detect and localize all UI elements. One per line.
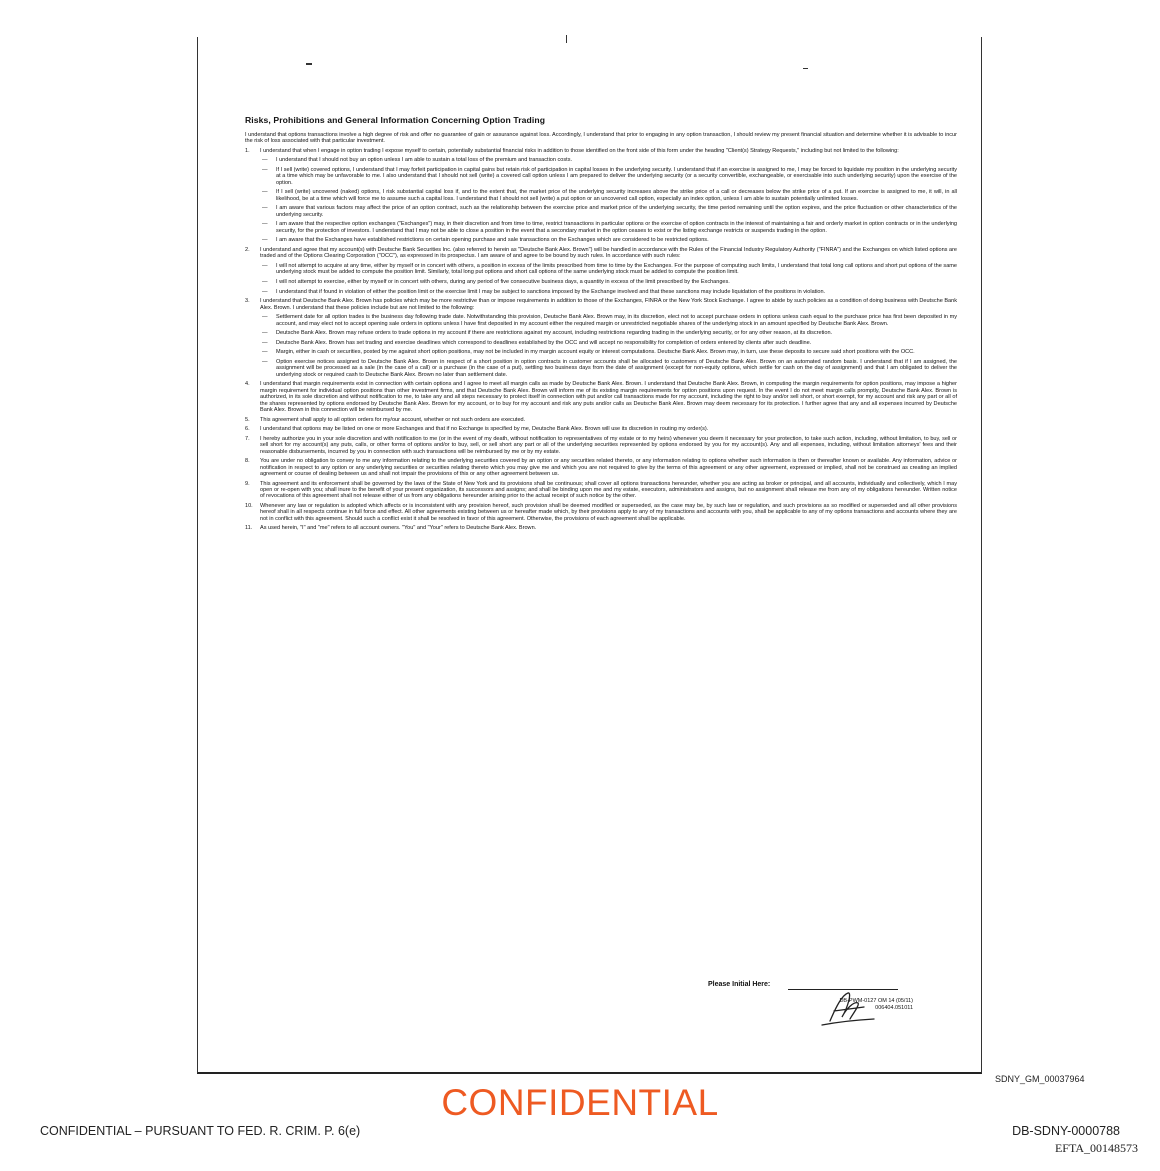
list-item-number: 5. — [245, 416, 250, 423]
dash-marker: — — [262, 288, 268, 295]
list-item-body — [260, 247, 957, 295]
scan-speck — [566, 35, 567, 43]
dash-marker: — — [262, 330, 268, 337]
list-item-text: I understand that Deutsche Bank Alex. Brown has policies which may be more restrictive than or impose requirements in addition to those of the Exchanges, FINRA or the New York Stock Exchange. I agree to abide by such policies as a condition of doing business with Deutsche Bank Alex. Brown. I understand that these policies include but are not limited to the following: — [260, 298, 957, 311]
dash-marker: — — [262, 221, 268, 228]
list-item-number: 6. — [245, 426, 250, 433]
dash-marker: — — [262, 167, 268, 173]
list-item-body — [260, 426, 957, 432]
dash-marker: — — [262, 358, 268, 365]
list-item-number: 9. — [245, 480, 250, 487]
list-item-text: You are under no obligation to convey to me any information relating to the underlying securities covered by an option or any securities related thereto, or any information relating to options whether such information is then or thereafter known or available. Any information, advice or notification in respect to any option or any underlying securities or securities relating thereto which you may give me and which you are not required to give by the terms of this agreement or any other agreement, expressed or implied, shall not be construed as creating an implied agreement or course of dealing between us and shall not impair the provisions of this or any other agreement between us. — [260, 458, 957, 477]
dash-marker: — — [262, 314, 268, 321]
document-title: Risks, Prohibitions and General Information Concerning Option Trading — [245, 115, 546, 125]
list-item-text: I understand that margin requirements exist in connection with certain options and I agree to meet all margin calls as made by Deutsche Bank Alex. Brown. I understand that Deutsche Bank Alex. Brown, in computing the margin requirements for option positions, may impose a higher margin requirement for individual option positions than other investment firms, and that Deutsche Bank Alex. Brown will inform me of its existing margin requirements for option positions upon request. In the event I do not meet margin calls promptly, Deutsche Bank Alex. Brown is authorized, in its sole discretion and without notification to me, to take any and all steps necessary to protect itself in connection with put and/or call transactions made for my account, including the right to buy and/or sell short, or short exempt, for my account and risk any part or all of the shares represented by options endorsed by Deutsche Bank Alex. Brown for my account, or to buy for my account and risk any puts and/or calls as Deutsche Bank Alex. Brown may deem necessary for its protection. I further agree that any and all expenses incurred by Deutsche Bank Alex. Brown in this connection will be reimbursed by me. — [260, 381, 957, 413]
sub-item-text: Settlement date for all option trades is the business day following trade date. Notwithstanding this provision, Deutsche Bank Alex. Brown may, in its discretion, elect not to accept purchase orders in options unless cash equal to the purchase price has first been deposited in my account, and may elect not to accept opening sale orders in options unless I have first deposited in my account either the required margin or unrestricted negotiable shares of the underlying stock in an amount specified by Deutsche Bank Alex. Brown. — [276, 314, 957, 327]
list-item-number: 8. — [245, 458, 250, 465]
form-code-block — [793, 998, 913, 1012]
confidential-pursuant-label: CONFIDENTIAL – PURSUANT TO FED. R. CRIM. P. 6(e) — [40, 1124, 361, 1138]
numbered-list — [245, 148, 957, 532]
list-item — [245, 298, 957, 378]
sub-item-text: If I sell (write) covered options, I understand that I may forfeit participation in capital gains but retain risk of participation in capital losses in the underlying security. I understand that if an exercise is assigned to me, I may be forced to liquidate my position in the underlying security at a time which may be unfavorable to me. I also understand that I should not sell (write) a covered call option unless I am prepared to deliver the underlying security (or a security convertible, exchangeable, or exercisable into such underlying security) upon the exercise of the option. — [276, 167, 957, 186]
sub-item — [260, 205, 957, 218]
sub-item — [260, 237, 957, 243]
sub-item-text: I am aware that the respective option exchanges ("Exchanges") may, in their discretion and from time to time, restrict transactions in particular options or the exercise of option contracts in the interest of maintaining a fair and orderly market in option contracts or in the underlying security, for the protection of investors. I understand that I may not be able to close a position in the event that a secondary market in the option ceases to exist or the listing exchange restricts or suspends trading in the option. — [276, 221, 957, 234]
sub-item — [260, 221, 957, 234]
sub-item — [260, 314, 957, 327]
sub-item — [260, 157, 957, 163]
sub-item — [260, 359, 957, 378]
sub-item — [260, 340, 957, 346]
list-item-number: 4. — [245, 381, 250, 388]
list-item-number: 7. — [245, 435, 250, 442]
form-code: DB-PWM-0127 OM 14 (05/11) — [839, 998, 913, 1004]
sub-item-text: If I sell (write) uncovered (naked) options, I risk substantial capital loss if, and to the extent that, the market price of the underlying security increases above the strike price of a call or decreases below the strike price of a put. If an exercise is assigned to me, it will, in all likelihood, be at a time which will force me to assume such a capital loss. I understand that I should not sell (write) a put option or an uncovered call option, especially an index option, unless I am able to sustain potentially unlimited losses. — [276, 189, 957, 202]
sub-item-text: I am aware that various factors may affect the price of an option contract, such as the relationship between the exercise price and market price of the underlying security, the time period remaining until the option expires, and the price fluctuation or other characteristics of the underlying security. — [276, 205, 957, 218]
dash-marker: — — [262, 279, 268, 285]
list-item-body — [260, 436, 957, 455]
dash-marker: — — [262, 339, 268, 346]
list-item-text: I understand that options may be listed on one or more Exchanges and that if no Exchange is specified by me, Deutsche Bank Alex. Brown will use its discretion in routing my order(s). — [260, 426, 709, 433]
list-item — [245, 525, 957, 531]
sub-item-text: I will not attempt to exercise, either by myself or in concert with others, during any period of five consecutive business days, a quantity in excess of the limit prescribed by the Exchanges. — [276, 279, 730, 285]
document-body — [245, 115, 957, 535]
scanned-page — [197, 37, 982, 1074]
list-item — [245, 458, 957, 477]
list-item-number: 3. — [245, 298, 250, 305]
sub-item — [260, 189, 957, 202]
intro-paragraph: I understand that options transactions involve a high degree of risk and offer no guarantee of gain or assurance against loss. Accordingly, I understand that prior to engaging in any option transaction, I should review my present financial situation and determine whether it is advisable to incur the risk of loss associated with that particular investment. — [245, 132, 957, 145]
scan-speck — [803, 68, 808, 69]
list-item-body — [260, 503, 957, 522]
list-item-number: 10. — [245, 503, 253, 509]
dash-marker: — — [262, 349, 268, 356]
list-item-body — [260, 481, 957, 500]
list-item-body — [260, 417, 957, 423]
sub-item — [260, 263, 957, 276]
sub-item-text: Option exercise notices assigned to Deutsche Bank Alex. Brown in respect of a short position in option contracts in customer accounts shall be allocated to customers of Deutsche Bank Alex. Brown on an automated random basis. I understand that if I am assigned, the assignment will be processed as a sale (in the case of a call) or a purchase (in the case of a put), settling two business days from the date of assignment (except for non-equity options, which settle for cash on the day of assignment) and that I am obligated to deliver the underlying stock or required cash to Deutsche Bank Alex. Brown no later than settlement date. — [276, 358, 957, 378]
list-item — [245, 436, 957, 455]
list-item-text: As used herein, "I" and "me" refers to all account owners. "You" and "Your" refers to Deutsche Bank Alex. Brown. — [260, 525, 537, 532]
list-item-body — [260, 458, 957, 477]
list-item — [245, 503, 957, 522]
list-item-body — [260, 148, 957, 244]
sub-item-text: I understand that I should not buy an option unless I am able to sustain a total loss of the premium and transaction costs. — [276, 157, 573, 164]
sub-item-text: Deutsche Bank Alex. Brown may refuse orders to trade options in my account if there are restrictions against my account, including restrictions regarding trading in the underlying security, or for any other reason, at its discretion. — [276, 330, 833, 337]
list-item-text: I understand that when I engage in option trading I expose myself to certain, potentially substantial financial risks in addition to those identified on the front side of this form under the heading "Client(s) Strategy Requests," including but not limited to the following: — [260, 147, 899, 154]
list-item — [245, 417, 957, 423]
list-item — [245, 148, 957, 244]
list-item-text: Whenever any law or regulation is adopted which affects or is inconsistent with any provision hereof, such provision shall be deemed modified or superseded, as the case may be, by such law or regulation, and such provisions as so modified or superseded and all other provisions hereof shall in all respects continue in full force and effect. All other agreements existing between us or hereafter made which, by their provisions apply to any of my transactions and accounts with you, shall be applicable to any of my options transactions and accounts where they are not in conflict with this agreement. Should such a conflict exist it shall be resolved in favor of this agreement. Otherwise, the provisions of each agreement shall be applicable. — [260, 503, 957, 522]
confidential-stamp: CONFIDENTIAL — [441, 1082, 719, 1123]
scan-speck — [306, 63, 312, 65]
form-code-2: 006404.051011 — [875, 1005, 913, 1011]
dash-marker: — — [262, 157, 268, 164]
dash-marker: — — [262, 263, 268, 269]
sub-item-text: I will not attempt to acquire at any time, either by myself or in concert with others, a position in excess of the limits prescribed from time to time by the Exchanges. For the purpose of computing such limits, I understand that total long call options and short put options of the same underlying stock must be added to compute the position limit. Similarly, total long put options and short call options of the same underlying stock must be added to compute the position limit. — [276, 263, 957, 276]
list-item-number: 11. — [245, 525, 253, 532]
sub-item-text: Margin, either in cash or securities, posted by me against short option positions, may not be included in my margin account equity or interest computations. Deutsche Bank Alex. Brown may, in turn, use these deposits to secure said short positions with the OCC. — [276, 349, 915, 356]
list-item — [245, 481, 957, 500]
list-item — [245, 247, 957, 295]
db-bates-number: DB-SDNY-0000788 — [1012, 1124, 1120, 1138]
sub-item — [260, 349, 957, 355]
efta-number: EFTA_00148573 — [1054, 1141, 1138, 1155]
dash-marker: — — [262, 189, 268, 196]
dash-marker: — — [262, 237, 268, 244]
list-item-text: This agreement and its enforcement shall be governed by the laws of the State of New York and its provisions shall be continuous; shall cover all options transactions hereunder, whether you are acting as broker or principal, and all accounts, individually and collectively, which I may open or re-open with you; shall inure to the benefit of your present organization, its successors and assigns; and shall be binding upon me and my estate, executors, administrators and assigns, but no assignment shall release me from any of my obligations hereunder. Written notice of revocations of this agreement shall not release either of us from any obligations hereunder arising prior to the actual receipt of such notice by the other. — [260, 480, 957, 500]
dash-marker: — — [262, 205, 268, 212]
list-item-text: This agreement shall apply to all option orders for my/our account, whether or not such orders are executed. — [260, 416, 526, 423]
list-item-body — [260, 381, 957, 413]
list-item-text: I hereby authorize you in your sole discretion and with notification to me (or in the event of my death, without notification to representatives of my estate or to my heirs) whenever you deem it necessary for your protection, to take such action, including, without limitation, to buy, sell or sell short for my account(s) any puts, calls, or other forms of options and/or to buy, sell, or sell short any part or all of the underlying securities represented by options endorsed by you for my account(s). Any and all expenses, including, without limitation attorneys' fees and their reasonable disbursements, incurred by you in connection with such transactions will be reimbursed by me or by my estate. — [260, 435, 957, 455]
sub-item — [260, 289, 957, 295]
list-item — [245, 426, 957, 432]
sub-item — [260, 279, 957, 285]
initial-label: Please Initial Here: — [708, 981, 771, 988]
list-item-body — [260, 525, 957, 531]
sdny-bates-number: SDNY_GM_00037964 — [995, 1074, 1085, 1084]
sub-item-text: I understand that if found in violation of either the position limit or the exercise limit I may be subject to sanctions imposed by the Exchange involved and that these sanctions may include liquidation of the positions in violation. — [276, 288, 826, 295]
list-item-body — [260, 298, 957, 378]
initial-line — [788, 989, 898, 990]
list-item-text: I understand and agree that my account(s) with Deutsche Bank Securities Inc. (also referred to herein as "Deutsche Bank Alex. Brown") will be handled in accordance with the Rules of the Financial Industry Regulatory Authority ("FINRA") and the Exchanges on which listed options are traded and of the Options Clearing Corporation ("OCC"), as expressed in its prospectus. I am aware of and agree to be bound by such rules. In accordance with such rules: — [260, 247, 957, 260]
sub-item-text: I am aware that the Exchanges have established restrictions on certain opening purchase and sale transactions on the Exchanges which are considered to be restricted options. — [276, 237, 709, 244]
list-item-number: 2. — [245, 247, 250, 253]
sub-item — [260, 167, 957, 186]
sub-item-text: Deutsche Bank Alex. Brown has set trading and exercise deadlines which correspond to deadlines established by the OCC and will accept no responsibility for completion of orders entered by clients after such deadline. — [276, 339, 812, 346]
sub-item — [260, 330, 957, 336]
list-item — [245, 381, 957, 413]
list-item-number: 1. — [245, 147, 250, 154]
